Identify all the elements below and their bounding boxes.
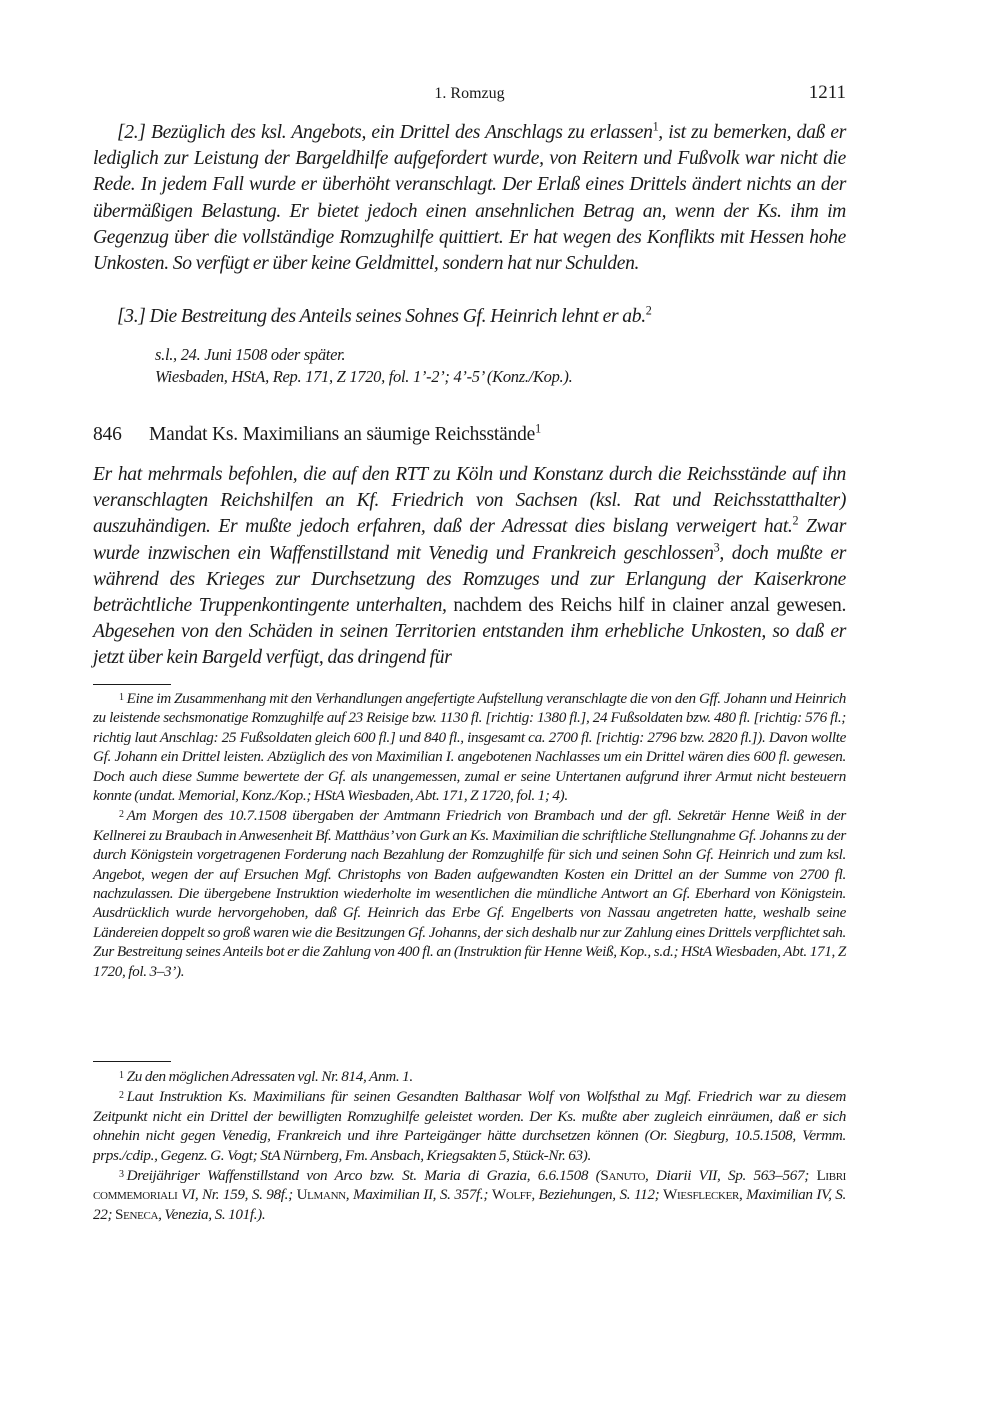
footnote: 2 Laut Instruktion Ks. Maximilians für seinen Gesandten Balthasar Wolf von Wolfsthal zu Mgf. Friedrich war zu diesem Zeitpunkt nicht ein Drittel der bewilligten Romzughilfe geleistet worden. Der Ks. mußte aber zugleich einräumen, daß er sich ohnehin nicht gegen Venedig, Frankreich und ihre Parteigänger hätte durchsetzen können (Or. Siegburg, 10.5.1508, Vermm. prps./cdip., Gegenz. G. Vogt; StA Nürnberg, Fm. Ansbach, Kriegsakten 5, Stück-Nr. 63). <box>93 1088 846 1164</box>
author-name: Ulmann <box>296 1186 346 1204</box>
footnote: 1 Zu den möglichen Adressaten vgl. Nr. 814, Anm. 1. <box>119 1068 413 1085</box>
author-name: Seneca <box>115 1205 159 1223</box>
footnote-ref: 3 <box>713 540 720 555</box>
footnote: 3 Dreijähriger Waffenstillstand von Arco bzw. St. Maria di Grazia, 6.6.1508 (Sanuto, Diarii VII, Sp. 563–567; Libri commemoriali VI, Nr. 159, S. 98f.; Ulmann, Maximilian II, S. 357f.; Wolff, Beziehungen, S. 112; Wiesflecker, Maximilian IV, S. 22; Seneca, Venezia, S. 101f.). <box>93 1167 846 1223</box>
footnote-ref: 1 <box>652 119 659 134</box>
document-title: Mandat Ks. Maximilians an säumige Reichsstände <box>149 424 536 445</box>
footnotes-previous-document <box>93 688 846 981</box>
footnote: 1 Eine im Zusammenhang mit den Verhandlungen angefertigte Aufstellung veranschlagte die von den Gff. Johann und Heinrich zu leistende sechsmonatige Romzughilfe auf 23 Reisige bzw. 1130 fl. [richtig: 1380 fl.], 24 Fußsoldaten bzw. 480 fl. [richtig: 576 fl.; richtig laut Anschlag: 25 Fußsoldaten gleich 600 fl.] und 840 fl., insgesamt ca. 2700 fl. [richtig: 2796 bzw. 2820 fl.]). Davon wollte Gf. Johann ein Drittel leisten. Abzüglich des von Maximilian I. angebotenen Nachlasses um ein Drittel wären dies 600 fl. gewesen. Doch auch diese Summe bewertete der Gf. als unangemessen, zumal er seine Untertanen aufgrund ihrer Armut nicht besteuern konnte (undat. Memorial, Konz./Kop.; HStA Wiesbaden, Abt. 171, Z 1720, fol. 1; 4). <box>93 690 846 805</box>
running-title: 1. Romzug <box>434 85 505 102</box>
source-quote: nachdem des Reichs hilf in clainer anzal gewesen. <box>446 595 847 617</box>
footnote-ref: 1 <box>535 421 541 436</box>
footnote-ref: 2 <box>792 513 799 528</box>
running-header <box>93 82 846 106</box>
document-number: 846 <box>93 424 122 445</box>
footnotes-document-846 <box>93 1066 846 1224</box>
author-name: Libri commemoriali <box>93 1167 846 1204</box>
footnote: 2 Am Morgen des 10.7.1508 übergaben der Amtmann Friedrich von Brambach und der gfl. Sekretär Henne Weiß in der Kellnerei zu Braubach in Anwesenheit Bf. Matthäus’ von Gurk an Ks. Maximilian die schriftliche Stellungnahme Gf. Johanns zu der durch Königstein vorgetragenen Forderung nach Bezahlung der Romzughilfe für sich und seinen Sohn Gf. Heinrich und zum ksl. Angebot, wegen der auf Ersuchen Mgf. Christophs von Baden aufgewandten Kosten ein Drittel an der Summe von 2700 fl. nachzulassen. Die übergebene Instruktion wiederholte im wesentlichen die mündliche Antwort an Gf. Eberhard von Königstein. Ausdrücklich wurde hervorgehoben, daß Gf. Heinrich das Erbe Gf. Engelberts von Nassau angetreten hatte, weshalb seine Ländereien doppelt so groß waren wie die Besitzungen Gf. Johanns, der sich deshalb nur zur Zahlung eines Drittels verpflichtet sah. Zur Bestreitung seines Anteils bot er die Zahlung von 400 fl. an (Instruktion für Henne Weiß, Kop., s.d.; HStA Wiesbaden, Abt. 171, Z 1720, fol. 3–3’). <box>93 807 846 980</box>
author-name: Wolff <box>491 1186 532 1204</box>
author-name: Wiesflecker <box>663 1186 739 1204</box>
document-heading <box>93 421 541 446</box>
footnote-separator <box>93 684 171 685</box>
footnote-ref: 2 <box>645 303 652 318</box>
source-date-line: s.l., 24. Juni 1508 oder später. <box>155 345 346 364</box>
source-archive-line: Wiesbaden, HStA, Rep. 171, Z 1720, fol. 1’-2’; 4’-5’ (Konz./Kop.). <box>155 367 573 386</box>
author-name: Sanuto <box>600 1167 646 1185</box>
document-summary: Er hat mehrmals befohlen, die auf den RTT zu Köln und Konstanz durch die Reichsstände auf ihn veranschlagten Reichshilfen an Kf. Friedrich von Sachsen (ksl. Rat und Reichsstatthalter) auszuhändigen. Er mußte jedoch erfahren, daß der Adressat dies bislang verweigert hat.$^2$ Zwar wurde inzwischen ein Waffenstillstand mit Venedig und Frankreich geschlossen$^3$, doch mußte er während des Krieges zur Durchsetzung des Romzuges und zur Erlangung der Kaiserkrone beträchtliche Truppenkontingente unterhalten, nachdem des Reichs hilf in clainer anzal gewesen. Abgesehen von den Schäden in seinen Territorien entstanden ihm erhebliche Unkosten, so daß er jetzt über kein Bargeld verfügt, das dringend für <box>93 464 847 669</box>
paragraph-2: [2.] Bezüglich des ksl. Angebots, ein Drittel des Anschlags zu erlassen$^1$, ist zu bemerken, daß er lediglich zur Leistung der Bargeldhilfe aufgefordert wurde, von Reitern und Fußvolk war nicht die Rede. In jedem Fall wurde er überhöht veranschlagt. Der Erlaß eines Drittels ändert nichts an der übermäßigen Belastung. Er bietet jedoch einen ansehnlichen Betrag an, wenn der Ks. ihm im Gegenzug über die vollständige Romzughilfe quittiert. Er hat wegen des Konflikts mit Hessen hohe Unkosten. So verfügt er über keine Geldmittel, sondern hat nur Schulden. <box>93 119 847 275</box>
page-number: 1211 <box>808 82 846 103</box>
paragraph-3: [3.] Die Bestreitung des Anteils seines Sohnes Gf. Heinrich lehnt er ab.$^2$ <box>117 303 652 327</box>
footnote-separator <box>93 1061 171 1062</box>
